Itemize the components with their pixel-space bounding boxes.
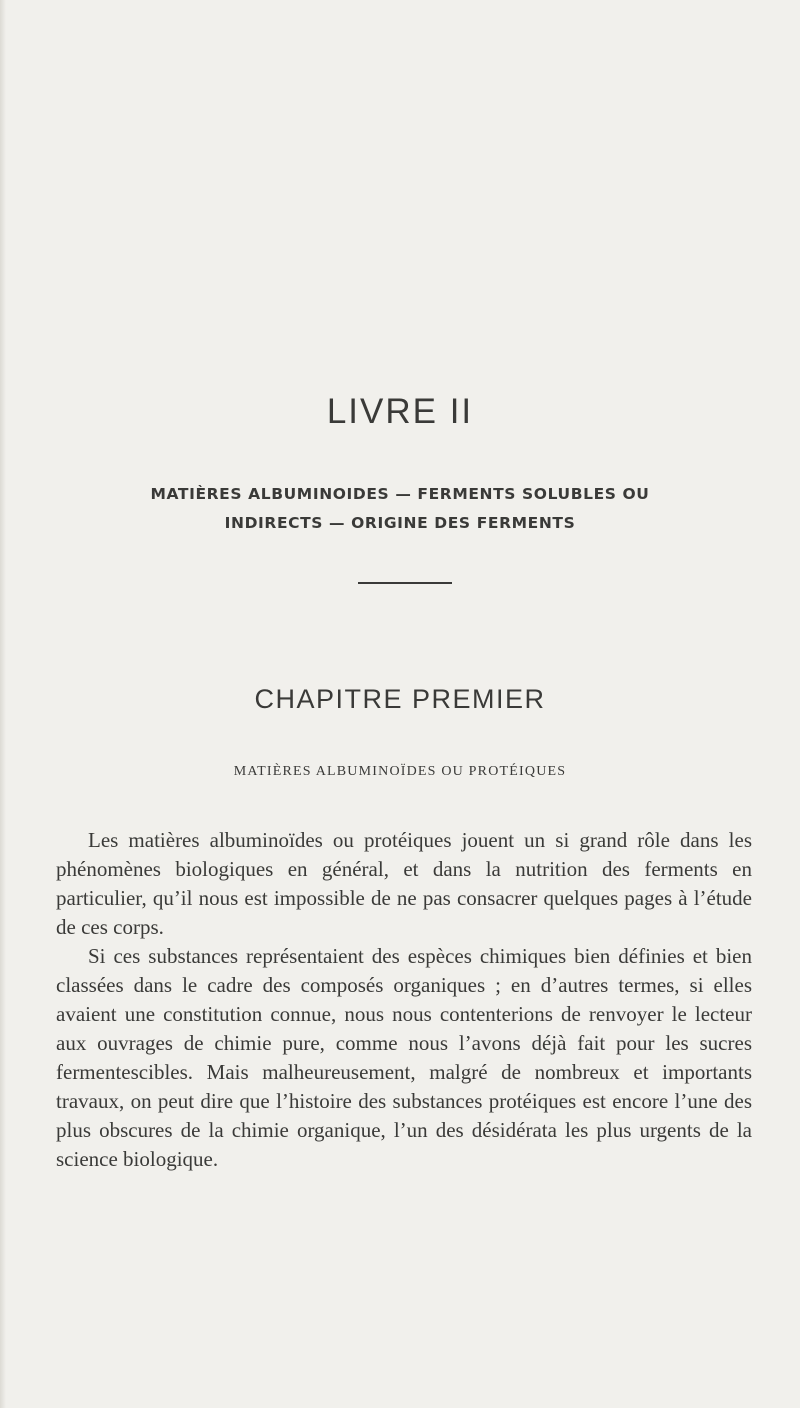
- chapter-subtitle: MATIÈRES ALBUMINOÏDES OU PROTÉIQUES: [233, 764, 567, 779]
- book-part-subtitle: [60, 480, 740, 538]
- body-text: [56, 826, 752, 1174]
- chapter-title: CHAPITRE PREMIER: [254, 684, 546, 714]
- body-paragraph: Si ces substances représentaient des espèces chimiques bien définies et bien classées dans le cadre des composés organiques ; en d’autres termes, si elles avaient une constitution connue, nous nous contenterions de renvoyer le lecteur aux ouvrages de chimie pure, comme nous l’avons déjà fait pour les sucres fermentescibles. Mais malheureusement, malgré de nombreux et importants travaux, on peut dire que l’histoire des substances protéiques est encore l’une des plus obscures de la chimie organique, l’un des désidérata les plus urgents de la science biologique.: [56, 944, 752, 1171]
- book-part-subtitle-line: INDIRECTS — ORIGINE DES FERMENTS: [224, 514, 576, 532]
- book-part-subtitle-line: MATIÈRES ALBUMINOIDES — FERMENTS SOLUBLES OU: [150, 485, 650, 503]
- section-divider: [358, 582, 452, 584]
- body-paragraph: Les matières albuminoïdes ou protéiques jouent un si grand rôle dans les phénomènes biologiques en général, et dans la nutrition des ferments en particulier, qu’il nous est impossible de ne pas consacrer quelques pages à l’étude de ces corps.: [56, 828, 752, 939]
- book-part-title: LIVRE II: [326, 392, 474, 431]
